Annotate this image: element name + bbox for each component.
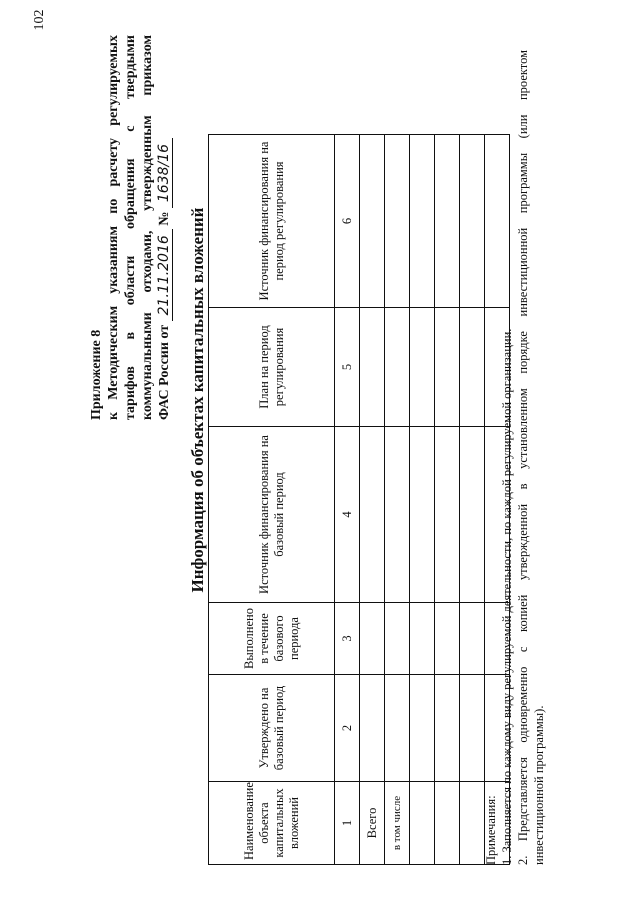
table-cell xyxy=(460,603,485,675)
table-row xyxy=(460,135,485,865)
table-cell xyxy=(360,427,385,603)
col-header-source-base: Источник финансирования на базовый период xyxy=(209,427,335,603)
col-header-plan: План на период регулирования xyxy=(209,308,335,427)
table-cell xyxy=(460,675,485,782)
col-number: 4 xyxy=(335,427,360,603)
table-cell xyxy=(460,427,485,603)
col-header-source-regulation: Источник финансирования на период регулирования xyxy=(209,135,335,308)
table-cell xyxy=(360,135,385,308)
table-cell xyxy=(410,603,435,675)
table-cell xyxy=(460,308,485,427)
column-numbers-row xyxy=(335,135,360,865)
table-cell: в том числе xyxy=(385,782,410,865)
table-cell xyxy=(410,782,435,865)
notes-heading: Примечания: xyxy=(484,795,498,865)
table-cell xyxy=(435,427,460,603)
note-2-line-1: 2. Представляется одновременно с копией утвержденной в установленном порядке инвестиционной программы (или проектом xyxy=(516,50,530,865)
col-number: 1 xyxy=(335,782,360,865)
col-header-name: Наименование объекта капитальных вложений xyxy=(209,782,335,865)
table-cell xyxy=(410,135,435,308)
capital-investment-table xyxy=(208,134,510,865)
col-number: 3 xyxy=(335,603,360,675)
table-cell xyxy=(410,427,435,603)
appendix-line-2: тарифов в области обращения с твердыми xyxy=(123,35,138,420)
appendix-title: Приложение 8 xyxy=(89,329,104,420)
table-cell xyxy=(385,135,410,308)
order-date-handwritten: 21.11.2016 xyxy=(156,229,173,321)
appendix-line-1: к Методическим указаниям по расчету регулируемых xyxy=(106,35,121,420)
table-row xyxy=(385,135,410,865)
table-cell xyxy=(360,603,385,675)
table-cell xyxy=(410,675,435,782)
col-number: 2 xyxy=(335,675,360,782)
col-number: 6 xyxy=(335,135,360,308)
note-1: 1. Заполняется по каждому виду регулируемой деятельности, по каждой регулируемой организации. xyxy=(500,328,514,865)
table-row xyxy=(435,135,460,865)
table-cell xyxy=(435,135,460,308)
table-cell xyxy=(385,308,410,427)
appendix-line-3: коммунальными отходами, утвержденным приказом xyxy=(140,35,155,420)
order-prefix: ФАС России от xyxy=(157,324,172,420)
number-sign: № xyxy=(157,211,172,226)
appendix-header xyxy=(88,35,173,420)
appendix-line-4 xyxy=(156,35,173,420)
col-header-completed: Выполнено в течение базового периода xyxy=(209,603,335,675)
table-cell xyxy=(435,675,460,782)
table-title: Информация об объектах капитальных вложений xyxy=(188,207,207,593)
table-cell xyxy=(360,308,385,427)
table-cell xyxy=(385,603,410,675)
order-number-handwritten: 1638/16 xyxy=(156,138,173,208)
table-cell xyxy=(410,308,435,427)
table-cell xyxy=(435,782,460,865)
table-header-row xyxy=(209,135,335,865)
col-header-approved: Утверждено на базовый период xyxy=(209,675,335,782)
page-number-text: 102 xyxy=(32,9,47,31)
col-number: 5 xyxy=(335,308,360,427)
table-cell: Всего xyxy=(360,782,385,865)
table-row xyxy=(410,135,435,865)
table-cell xyxy=(460,782,485,865)
table-cell xyxy=(385,427,410,603)
table-cell xyxy=(435,308,460,427)
table-cell xyxy=(460,135,485,308)
table-cell xyxy=(385,675,410,782)
notes-block xyxy=(483,50,547,865)
table-row xyxy=(360,135,385,865)
table-cell xyxy=(360,675,385,782)
note-2-line-2: инвестиционной программы). xyxy=(532,705,546,865)
table-cell xyxy=(435,603,460,675)
